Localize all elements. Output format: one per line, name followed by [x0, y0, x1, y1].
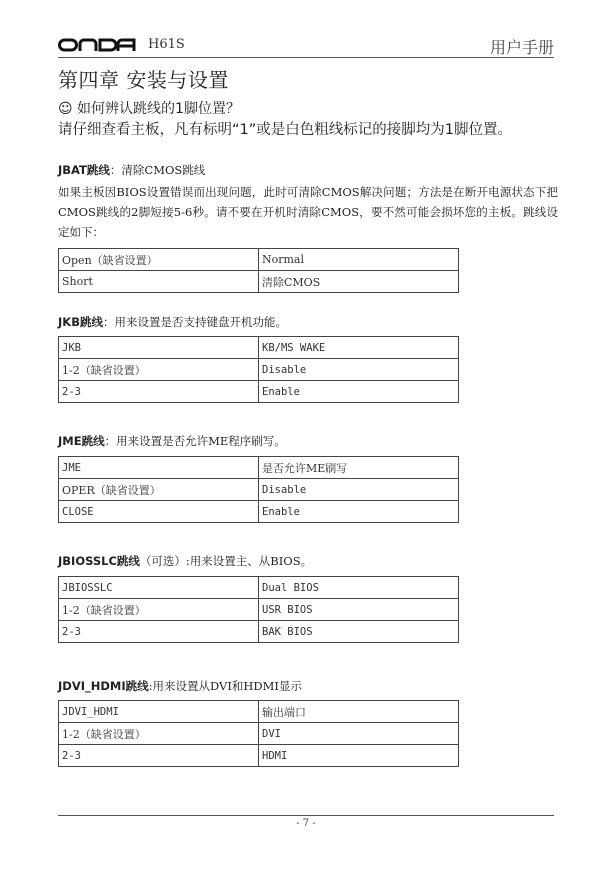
- header-divider: [58, 57, 554, 58]
- page-number: - 7 -: [296, 818, 316, 829]
- table-cell: 清除CMOS: [259, 271, 459, 293]
- pin1-note: 请仔细查看主板，凡有标明“1”或是白色粗线标记的接脚均为1脚位置。: [58, 122, 512, 138]
- section-desc: ：用来设置是否支持键盘开机功能。: [102, 315, 287, 329]
- table-row: [59, 381, 459, 403]
- table-cell: JDVI_HDMI: [59, 701, 259, 723]
- table-cell: Disable: [259, 479, 459, 501]
- table-cell: Disable: [259, 359, 459, 381]
- section-title-jme: [58, 433, 286, 449]
- manual-title: 用户手册: [489, 38, 554, 57]
- table-cell: CLOSE: [59, 501, 259, 523]
- section-name: JME跳线: [58, 434, 105, 448]
- section-desc: ：清除CMOS跳线: [109, 163, 206, 177]
- table-cell: JKB: [59, 337, 259, 359]
- pin1-question: ☺ 如何辨认跳线的1脚位置？: [58, 101, 240, 117]
- jbat-paragraph: 如果主板因BIOS设置错误而出现问题，此时可清除CMOS解决问题；方法是在断开电源状态下把CMOS跳线的2脚短接5-6秒。请不要在开机时清除CMOS，要不然可能会损坏您的主板。跳线设定如下：: [58, 185, 558, 239]
- table-cell: 2-3: [59, 621, 259, 643]
- section-desc: ：用来设置是否允许ME程序刷写。: [104, 434, 286, 448]
- table-row: [59, 359, 459, 381]
- onda-logo: [58, 38, 138, 52]
- footer-divider: [58, 815, 554, 816]
- table-row: [59, 271, 459, 293]
- table-cell: Enable: [259, 381, 459, 403]
- table-row: [59, 701, 459, 723]
- table-row: [59, 479, 459, 501]
- table-cell: 2-3: [59, 381, 259, 403]
- section-title-jbiosslc: [58, 553, 312, 569]
- table-row: [59, 621, 459, 643]
- table-row: [59, 745, 459, 767]
- table-cell: OPER（缺省设置）: [59, 479, 259, 501]
- table-cell: HDMI: [259, 745, 459, 767]
- table-cell: 2-3: [59, 745, 259, 767]
- section-title-jbat: [58, 162, 205, 178]
- table-cell: 1-2（缺省设置）: [59, 723, 259, 745]
- table-cell: KB/MS WAKE: [259, 337, 459, 359]
- section-name: JBAT跳线: [58, 163, 110, 177]
- table-cell: USR BIOS: [259, 599, 459, 621]
- section-name: JDVI_HDMI跳线: [58, 679, 149, 693]
- model-name: H61S: [148, 37, 185, 52]
- jbat-table: [58, 248, 459, 293]
- jbiosslc-table: [58, 576, 459, 643]
- table-cell: 是否允许ME刷写: [259, 457, 459, 479]
- jkb-table: [58, 336, 459, 403]
- table-row: [59, 599, 459, 621]
- jme-table: [58, 456, 459, 523]
- table-row: [59, 723, 459, 745]
- table-cell: 输出端口: [259, 701, 459, 723]
- table-cell: 1-2（缺省设置）: [59, 599, 259, 621]
- table-row: [59, 501, 459, 523]
- table-row: [59, 577, 459, 599]
- jdvi-hdmi-table: [58, 700, 459, 767]
- table-cell: Enable: [259, 501, 459, 523]
- table-cell: 1-2（缺省设置）: [59, 359, 259, 381]
- chapter-title: 第四章 安装与设置: [58, 68, 229, 92]
- table-cell: Short: [59, 271, 259, 293]
- section-desc: （可选）:用来设置主、从BIOS。: [139, 554, 313, 568]
- table-cell: JME: [59, 457, 259, 479]
- section-name: JBIOSSLC跳线: [58, 554, 140, 568]
- section-title-jkb: [58, 314, 287, 330]
- table-cell: Normal: [259, 249, 459, 271]
- table-cell: BAK BIOS: [259, 621, 459, 643]
- table-cell: DVI: [259, 723, 459, 745]
- page-header: [58, 34, 554, 58]
- table-cell: Open（缺省设置）: [59, 249, 259, 271]
- table-row: [59, 457, 459, 479]
- table-row: [59, 337, 459, 359]
- table-cell: JBIOSSLC: [59, 577, 259, 599]
- section-name: JKB跳线: [58, 315, 103, 329]
- table-cell: Dual BIOS: [259, 577, 459, 599]
- table-row: [59, 249, 459, 271]
- section-title-jdvi-hdmi: [58, 678, 302, 694]
- section-desc: :用来设置从DVI和HDMI显示: [148, 679, 302, 693]
